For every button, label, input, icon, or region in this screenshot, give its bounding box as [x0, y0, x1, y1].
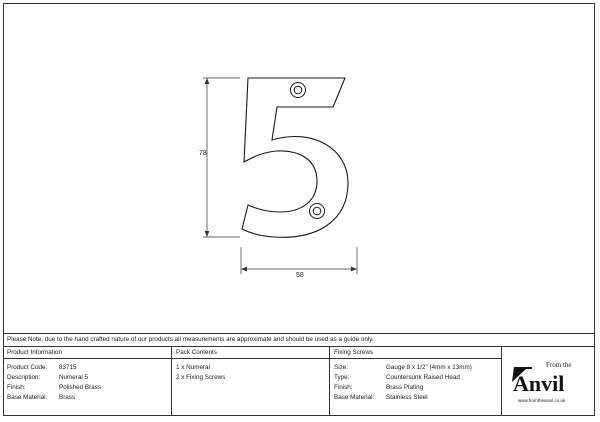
- pack-contents-header: Pack Contents: [172, 347, 329, 359]
- fixing-screw-row: Base Material: Stainless Steel: [334, 394, 428, 401]
- numeral-outline: [242, 78, 348, 237]
- from-the-anvil-logo: [502, 347, 595, 416]
- pack-contents-item: 2 x Fixing Screws: [176, 374, 226, 381]
- product-info-row: Finish: Polished Brass: [7, 384, 101, 391]
- measurement-note: Please Note, due to the hand crafted nature of our products all measurements are approximate and should be used as a guide only.: [3, 333, 595, 347]
- logo-url: www.fromtheanvil.co.uk: [518, 398, 566, 403]
- fixing-screws-column: [330, 347, 502, 416]
- product-information-header: Product Information: [3, 347, 171, 359]
- fixing-screws-header: Fixing Screws: [330, 347, 501, 359]
- logo-brand: Anvil: [513, 371, 565, 396]
- fixing-screw-row: Size: Gauge 8 x 1/2" (4mm x 13mm): [334, 364, 472, 371]
- screw-hole-top-outer: [291, 83, 306, 98]
- height-dimension: [203, 78, 240, 237]
- height-dimension-label: 78: [199, 150, 207, 157]
- screw-hole-bottom-outer: [310, 204, 325, 219]
- fixing-screw-row: Finish: Brass Plating: [334, 384, 424, 391]
- product-info-row: Description: Numeral 5: [7, 374, 89, 381]
- fixing-screw-row: Type: Countersunk Raised Head: [334, 374, 460, 381]
- product-info-row: Product Code: 83715: [7, 364, 77, 371]
- width-dimension-label: 58: [296, 272, 304, 279]
- product-information-column: [3, 347, 172, 416]
- screw-hole-bottom-inner: [313, 207, 321, 215]
- product-info-row: Base Material: Brass: [7, 394, 76, 401]
- pack-contents-item: 1 x Numeral: [176, 364, 210, 371]
- pack-contents-column: [172, 347, 330, 416]
- anvil-logo-graphic: [502, 347, 595, 416]
- width-dimension: [241, 247, 357, 274]
- screw-hole-top-inner: [294, 86, 302, 94]
- product-details-table: [3, 347, 595, 416]
- logo-tagline: From the: [546, 361, 572, 369]
